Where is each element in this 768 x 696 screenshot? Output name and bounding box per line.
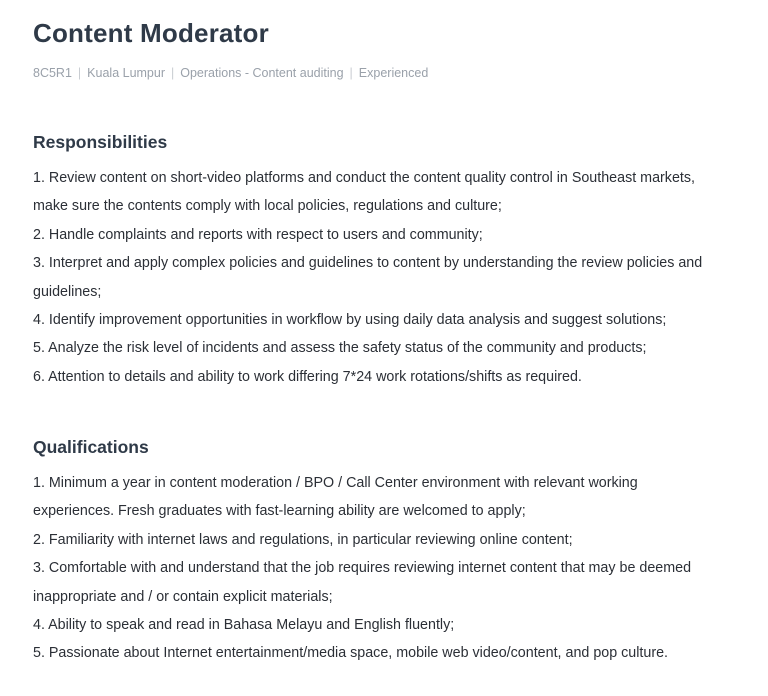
list-item: 3. Interpret and apply complex policies and guidelines to content by understanding the review policies and guidelines; [33, 255, 703, 300]
qualifications-section [33, 435, 718, 668]
job-location: Kuala Lumpur [87, 66, 165, 80]
list-item: 1. Minimum a year in content moderation / BPO / Call Center environment with relevant working experiences. Fresh graduates with fast-learning ability are welcomed to apply; [33, 475, 638, 520]
responsibilities-section [33, 130, 718, 391]
meta-separator: | [349, 66, 353, 80]
list-item: 3. Comfortable with and understand that the job requires reviewing internet content that may be deemed inappropriate and / or contain explicit materials; [33, 560, 692, 605]
responsibilities-heading: Responsibilities [33, 132, 168, 152]
job-code: 8C5R1 [33, 66, 72, 80]
job-meta [33, 66, 428, 80]
list-item: 2. Handle complaints and reports with respect to users and community; [33, 226, 483, 243]
list-item: 5. Analyze the risk level of incidents and assess the safety status of the community and products; [33, 340, 647, 357]
job-title: Content Moderator [33, 18, 269, 48]
list-item: 2. Familiarity with internet laws and regulations, in particular reviewing online content; [33, 531, 573, 548]
list-item: 6. Attention to details and ability to work differing 7*24 work rotations/shifts as required. [33, 368, 582, 385]
qualifications-heading: Qualifications [33, 437, 149, 457]
job-level: Experienced [358, 66, 429, 80]
list-item: 5. Passionate about Internet entertainment/media space, mobile web video/content, and pop culture. [33, 645, 669, 662]
list-item: 4. Identify improvement opportunities in workflow by using daily data analysis and suggest solutions; [33, 312, 667, 329]
list-item: 1. Review content on short-video platforms and conduct the content quality control in Southeast markets, make sure the contents comply with local policies, regulations and culture; [33, 170, 695, 215]
qualifications-list [33, 469, 718, 668]
responsibilities-list [33, 164, 718, 391]
list-item: 4. Ability to speak and read in Bahasa Melayu and English fluently; [33, 617, 455, 634]
meta-separator: | [77, 66, 82, 80]
job-category: Operations - Content auditing [180, 66, 344, 80]
meta-separator: | [171, 66, 175, 80]
